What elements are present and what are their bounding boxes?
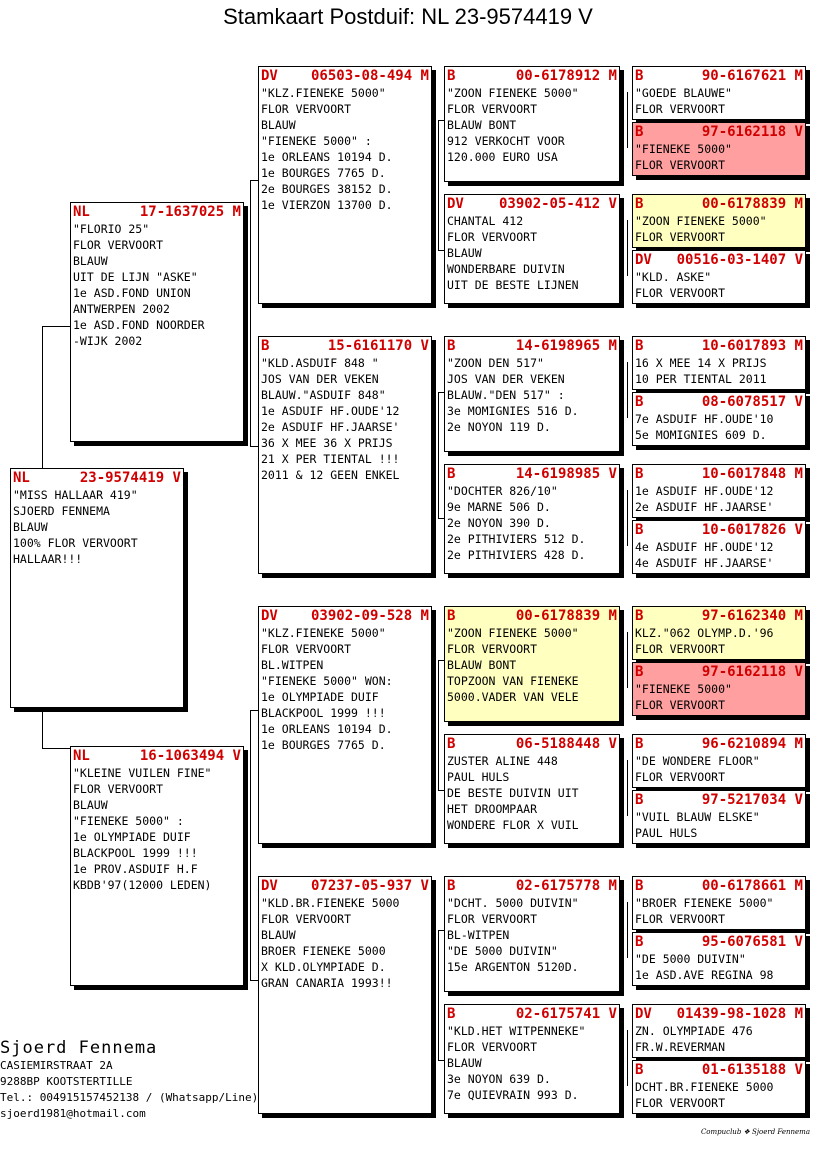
owner-phone: Tel.: 004915157452138 / (Whatsapp/Line) [0,1091,259,1104]
pedigree-connector [250,980,258,981]
pigeon-info-line: "BROER FIENEKE 5000" [635,896,774,910]
pigeon-info-line: ZUSTER ALINE 448 [447,754,558,768]
pigeon-info-line: 2e PITHIVIERS 512 D. [447,532,586,546]
pigeon-info-line: "KLD.HET WITPENNEKE" [447,1024,586,1038]
pigeon-info-line: FLOR VERVOORT [73,238,164,252]
ring-number [447,338,617,355]
ring-number [635,792,803,809]
country-code: B [635,1062,644,1078]
ring-id: 00-6178839 M [701,196,803,212]
pigeon-info-line: "DE 5000 DUIVIN" [447,944,558,958]
pigeon-info-line: "VUIL BLAUW ELSKE" [635,810,760,824]
pigeon-info-line: 10 PER TIENTAL 2011 [635,372,767,386]
pedigree-connector [250,180,258,181]
ring-id: 06-5188448 V [515,736,617,752]
pigeon-info-line: BLAUW [73,254,108,268]
country-code: DV [635,252,652,268]
pigeon-info-line: KLZ."062 OLYMP.D.'96 [635,626,774,640]
pigeon-card-a13 [632,876,806,930]
ring-number [635,878,803,895]
pigeon-card-a1 [632,66,806,120]
ring-number [261,68,429,85]
pigeon-info-line: 1e ORLEANS 10194 D. [261,722,393,736]
pigeon-info-line: FLOR VERVOORT [635,230,726,244]
ring-id: 17-1637025 M [139,204,241,220]
ring-number [635,608,803,625]
ring-id: 00-6178839 M [515,608,617,624]
ring-id: 06503-08-494 M [310,68,429,84]
owner-email: sjoerd1981@hotmail.com [0,1107,146,1120]
pigeon-info-line: 1e OLYMPIADE DUIF [261,690,379,704]
pigeon-info-line: "ZOON FIENEKE 5000" [635,214,767,228]
pigeon-info-line: FLOR VERVOORT [73,782,164,796]
pigeon-info-line: 1e ASD.AVE REGINA 98 [635,968,774,982]
pigeon-info-line: BL-WITPEN [447,928,510,942]
pigeon-info-line: 16 X MEE 14 X PRIJS [635,356,767,370]
country-code: DV [261,878,278,894]
pigeon-info-line: UIT DE BESTE LIJNEN [447,278,579,292]
ring-number [447,736,617,753]
pedigree-connector [627,760,628,816]
country-code: DV [447,196,464,212]
ring-id: 00-6178661 M [701,878,803,894]
country-code: NL [73,204,90,220]
pedigree-connector [42,326,70,327]
pigeon-card-g6 [444,734,620,844]
pedigree-connector [627,92,628,148]
pigeon-info-line: "DCHT. 5000 DUIVIN" [447,896,579,910]
pigeon-card-a15 [632,1004,806,1058]
pigeon-info-line: 4e ASDUIF HF.OUDE'12 [635,540,774,554]
country-code: B [447,338,456,354]
pigeon-info-line: "KLZ.FIENEKE 5000" [261,86,386,100]
ring-number [635,68,803,85]
pigeon-card-gd2 [258,876,432,1114]
pigeon-info-line: "FLORIO 25" [73,222,150,236]
pigeon-info-line: 7e QUIEVRAIN 993 D. [447,1088,579,1102]
pedigree-connector [438,930,444,931]
pigeon-card-g1 [444,66,620,182]
pigeon-info-line: "KLZ.FIENEKE 5000" [261,626,386,640]
pedigree-connector [42,708,43,748]
pigeon-info-line: KBDB'97(12000 LEDEN) [73,878,212,892]
pigeon-info-line: ZN. OLYMPIADE 476 [635,1024,753,1038]
pigeon-info-line: TOPZOON VAN FIENEKE [447,674,579,688]
ring-id: 14-6198985 V [515,466,617,482]
ring-id: 00516-03-1407 V [676,252,803,268]
pedigree-connector [438,518,444,519]
pigeon-card-a2 [632,122,806,176]
ring-number [635,522,803,539]
pigeon-card-g5 [444,606,620,722]
pigeon-info-line: BLAUW [261,118,296,132]
country-code: B [447,1006,456,1022]
footer-credit: Compuclub ❖ Sjoerd Fennema [700,1128,810,1136]
ring-number [635,1006,803,1023]
ring-id: 97-6162118 V [701,124,803,140]
pigeon-info-line: 2011 & 12 GEEN ENKEL [261,468,400,482]
ring-number [635,124,803,141]
pigeon-info-line: WONDERBARE DUIVIN [447,262,565,276]
pigeon-info-line: 1e ASD.FOND NOORDER [73,318,205,332]
pigeon-card-a12 [632,790,806,844]
pigeon-info-line: PAUL HULS [635,826,698,840]
ring-id: 10-6017848 M [701,466,803,482]
pigeon-card-sire [70,202,244,442]
ring-number [73,204,241,221]
pigeon-info-line: FLOR VERVOORT [635,770,726,784]
ring-id: 02-6175778 M [515,878,617,894]
pigeon-card-gd1 [258,336,432,574]
pigeon-info-line: "KLD.ASDUIF 848 " [261,356,379,370]
pedigree-connector [627,362,628,418]
pigeon-info-line: HET DROOMPAAR [447,802,538,816]
pigeon-card-a8 [632,520,806,574]
pedigree-connector [438,120,439,250]
pigeon-info-line: BROER FIENEKE 5000 [261,944,386,958]
country-code: B [635,68,644,84]
pigeon-card-a16 [632,1060,806,1114]
ring-id: 97-6162118 V [701,664,803,680]
pedigree-connector [438,392,444,393]
pigeon-info-line: BLAUW."DEN 517" : [447,388,565,402]
ring-id: 02-6175741 V [515,1006,617,1022]
pigeon-card-a3 [632,194,806,248]
pedigree-connector [627,1030,628,1086]
pigeon-info-line: "FIENEKE 5000" : [73,814,184,828]
owner-block [0,1038,258,1122]
pigeon-info-line: "GOEDE BLAUWE" [635,86,732,100]
pedigree-connector [42,326,43,468]
pigeon-card-g8 [444,1004,620,1114]
pigeon-card-a4 [632,250,806,304]
ring-id: 15-6161170 V [327,338,429,354]
pedigree-connector [438,250,444,251]
ring-id: 10-6017826 V [701,522,803,538]
ring-id: 03902-09-528 M [310,608,429,624]
pigeon-info-line: FLOR VERVOORT [635,698,726,712]
pigeon-info-line: "DE 5000 DUIVIN" [635,952,746,966]
ring-number [635,338,803,355]
ring-id: 03902-05-412 V [498,196,617,212]
pigeon-info-line: 5000.VADER VAN VELE [447,690,579,704]
ring-number [635,1062,803,1079]
pigeon-info-line: FLOR VERVOORT [635,286,726,300]
country-code: B [635,466,644,482]
pigeon-card-a11 [632,734,806,788]
pigeon-card-dam [70,746,244,986]
ring-id: 16-1063494 V [139,748,241,764]
pigeon-info-line: FLOR VERVOORT [447,912,538,926]
pedigree-connector [438,660,439,790]
pigeon-info-line: 9e MARNE 506 D. [447,500,551,514]
country-code: B [447,608,456,624]
country-code: B [635,394,644,410]
country-code: B [635,522,644,538]
pigeon-info-line: 1e ASDUIF HF.OUDE'12 [261,404,400,418]
pigeon-info-line: "DOCHTER 826/10" [447,484,558,498]
pigeon-info-line: 3e NOYON 639 D. [447,1072,551,1086]
ring-id: 08-6078517 V [701,394,803,410]
country-code: B [447,68,456,84]
pigeon-info-line: BLACKPOOL 1999 !!! [261,706,386,720]
pigeon-card-a6 [632,392,806,446]
country-code: DV [261,608,278,624]
country-code: DV [261,68,278,84]
pigeon-info-line: DE BESTE DUIVIN UIT [447,786,579,800]
pigeon-info-line: 2e NOYON 119 D. [447,420,551,434]
country-code: B [447,466,456,482]
pigeon-card-a10 [632,662,806,716]
ring-number [635,196,803,213]
pigeon-card-g4 [444,464,620,574]
pigeon-info-line: 1e ORLEANS 10194 D. [261,150,393,164]
pigeon-info-line: "KLEINE VUILEN FINE" [73,766,212,780]
pigeon-info-line: JOS VAN DER VEKEN [261,372,379,386]
pigeon-info-line: 21 X PER TIENTAL !!! [261,452,400,466]
pigeon-info-line: SJOERD FENNEMA [13,504,110,518]
pigeon-info-line: BLAUW BONT [447,118,517,132]
pigeon-info-line: 7e ASDUIF HF.OUDE'10 [635,412,774,426]
pigeon-card-gs2 [258,606,432,844]
pigeon-info-line: 2e PITHIVIERS 428 D. [447,548,586,562]
country-code: B [635,736,644,752]
pedigree-connector [42,748,70,749]
pigeon-info-line: BLAUW BONT [447,658,517,672]
pigeon-info-line: 120.000 EURO USA [447,150,558,164]
country-code: B [447,878,456,894]
country-code: B [447,736,456,752]
ring-number [447,1006,617,1023]
pigeon-info-line: "KLD. ASKE" [635,270,712,284]
pigeon-info-line: "FIENEKE 5000" [635,682,732,696]
ring-id: 07237-05-937 V [310,878,429,894]
pigeon-info-line: "DE WONDERE FLOOR" [635,754,760,768]
country-code: B [635,196,644,212]
pigeon-info-line: FLOR VERVOORT [447,230,538,244]
pigeon-info-line: FLOR VERVOORT [261,642,352,656]
ring-id: 90-6167621 M [701,68,803,84]
pigeon-info-line: UIT DE LIJN "ASKE" [73,270,198,284]
pigeon-info-line: FR.W.REVERMAN [635,1040,726,1054]
ring-number [261,338,429,355]
pigeon-info-line: 1e BOURGES 7765 D. [261,738,386,752]
ring-id: 97-5217034 V [701,792,803,808]
pedigree-connector [250,446,258,447]
pedigree-connector [250,710,258,711]
country-code: B [635,124,644,140]
pigeon-info-line: BLAUW [73,798,108,812]
pigeon-info-line: FLOR VERVOORT [635,1096,726,1110]
pigeon-info-line: BLAUW [447,246,482,260]
pigeon-info-line: BLAUW [13,520,48,534]
pigeon-info-line: FLOR VERVOORT [635,102,726,116]
pigeon-info-line: 1e BOURGES 7765 D. [261,166,386,180]
pigeon-info-line: PAUL HULS [447,770,510,784]
pigeon-info-line: WONDERE FLOR X VUIL [447,818,579,832]
owner-city: 9288BP KOOTSTERTILLE [0,1075,133,1088]
page-title: Stamkaart Postduif: NL 23-9574419 V [223,4,593,29]
country-code: B [635,934,644,950]
pigeon-info-line: JOS VAN DER VEKEN [447,372,565,386]
pigeon-info-line: 1e OLYMPIADE DUIF [73,830,191,844]
ring-number [635,664,803,681]
pigeon-info-line: BLAUW [261,928,296,942]
pigeon-info-line: FLOR VERVOORT [261,102,352,116]
country-code: NL [13,470,30,486]
ring-id: 01439-98-1028 M [676,1006,803,1022]
ring-id: 23-9574419 V [79,470,181,486]
pigeon-info-line: ANTWERPEN 2002 [73,302,170,316]
ring-id: 14-6198965 M [515,338,617,354]
pigeon-info-line: FLOR VERVOORT [447,642,538,656]
pigeon-info-line: "KLD.BR.FIENEKE 5000 [261,896,400,910]
country-code: B [635,792,644,808]
pigeon-info-line: 5e MOMIGNIES 609 D. [635,428,767,442]
pigeon-card-a9 [632,606,806,660]
pedigree-connector [438,120,444,121]
pedigree-connector [438,930,439,1060]
pigeon-info-line: 1e PROV.ASDUIF H.F [73,862,198,876]
ring-number [635,466,803,483]
pigeon-info-line: "FIENEKE 5000" WON: [261,674,393,688]
pigeon-info-line: "ZOON FIENEKE 5000" [447,626,579,640]
pigeon-info-line: 36 X MEE 36 X PRIJS [261,436,393,450]
pigeon-card-gs1 [258,66,432,304]
ring-number [261,608,429,625]
country-code: DV [635,1006,652,1022]
pigeon-info-line: BLACKPOOL 1999 !!! [73,846,198,860]
pedigree-connector [627,902,628,958]
country-code: B [635,608,644,624]
pigeon-info-line: "FIENEKE 5000" [635,142,732,156]
pigeon-info-line: 15e ARGENTON 5120D. [447,960,579,974]
ring-id: 96-6210894 M [701,736,803,752]
ring-number [447,878,617,895]
ring-id: 10-6017893 M [701,338,803,354]
pigeon-info-line: "ZOON DEN 517" [447,356,544,370]
country-code: NL [73,748,90,764]
pigeon-info-line: DCHT.BR.FIENEKE 5000 [635,1080,774,1094]
pedigree-connector [250,710,251,980]
pedigree-connector [438,660,444,661]
pigeon-info-line: FLOR VERVOORT [447,102,538,116]
ring-number [447,196,617,213]
ring-id: 97-6162340 M [701,608,803,624]
pigeon-info-line: FLOR VERVOORT [635,642,726,656]
owner-street: CASIEMIRSTRAAT 2A [0,1059,113,1072]
pigeon-info-line: 2e BOURGES 38152 D. [261,182,393,196]
pigeon-info-line: BLAUW [447,1056,482,1070]
pedigree-connector [627,220,628,276]
country-code: B [635,338,644,354]
pigeon-card-g2 [444,194,620,304]
pigeon-info-line: "MISS HALLAAR 419" [13,488,138,502]
pigeon-info-line: 912 VERKOCHT VOOR [447,134,565,148]
pigeon-info-line: "ZOON FIENEKE 5000" [447,86,579,100]
pigeon-info-line: 1e VIERZON 13700 D. [261,198,393,212]
pigeon-info-line: FLOR VERVOORT [261,912,352,926]
pigeon-card-g7 [444,876,620,992]
pigeon-info-line: 1e ASDUIF HF.OUDE'12 [635,484,774,498]
pedigree-connector [627,490,628,546]
pedigree-connector [438,392,439,518]
ring-id: 01-6135188 V [701,1062,803,1078]
pedigree-connector [250,180,251,446]
ring-number [635,736,803,753]
pigeon-info-line: 1e ASD.FOND UNION [73,286,191,300]
ring-number [447,608,617,625]
pigeon-info-line: 2e ASDUIF HF.JAARSE' [635,500,774,514]
ring-number [635,252,803,269]
pigeon-info-line: FLOR VERVOORT [447,1040,538,1054]
pigeon-card-g3 [444,336,620,452]
pigeon-info-line: "FIENEKE 5000" : [261,134,372,148]
pigeon-info-line: 2e NOYON 390 D. [447,516,551,530]
pigeon-info-line: GRAN CANARIA 1993!! [261,976,393,990]
pigeon-info-line: 3e MOMIGNIES 516 D. [447,404,579,418]
pigeon-info-line: X KLD.OLYMPIADE D. [261,960,386,974]
pigeon-info-line: 4e ASDUIF HF.JAARSE' [635,556,774,570]
ring-number [635,394,803,411]
pigeon-info-line: CHANTAL 412 [447,214,524,228]
pigeon-info-line: HALLAAR!!! [13,552,83,566]
ring-number [13,470,181,487]
pigeon-card-a14 [632,932,806,986]
country-code: B [635,664,644,680]
pedigree-connector [438,790,444,791]
owner-name: Sjoerd Fennema [0,1038,158,1058]
pigeon-info-line: FLOR VERVOORT [635,158,726,172]
pedigree-connector [438,1060,444,1061]
ring-id: 95-6076581 V [701,934,803,950]
pigeon-card-a7 [632,464,806,518]
pigeon-info-line: 2e ASDUIF HF.JAARSE' [261,420,400,434]
country-code: B [261,338,270,354]
pigeon-info-line: BLAUW."ASDUIF 848" [261,388,386,402]
ring-number [447,68,617,85]
pigeon-info-line: FLOR VERVOORT [635,912,726,926]
pigeon-info-line: 100% FLOR VERVOORT [13,536,138,550]
pigeon-card-subject [10,468,184,708]
ring-number [261,878,429,895]
pigeon-info-line: BL.WITPEN [261,658,324,672]
ring-number [73,748,241,765]
pigeon-info-line: -WIJK 2002 [73,334,143,348]
country-code: B [635,878,644,894]
pedigree-connector [627,632,628,688]
pigeon-card-a5 [632,336,806,390]
ring-number [635,934,803,951]
ring-number [447,466,617,483]
ring-id: 00-6178912 M [515,68,617,84]
